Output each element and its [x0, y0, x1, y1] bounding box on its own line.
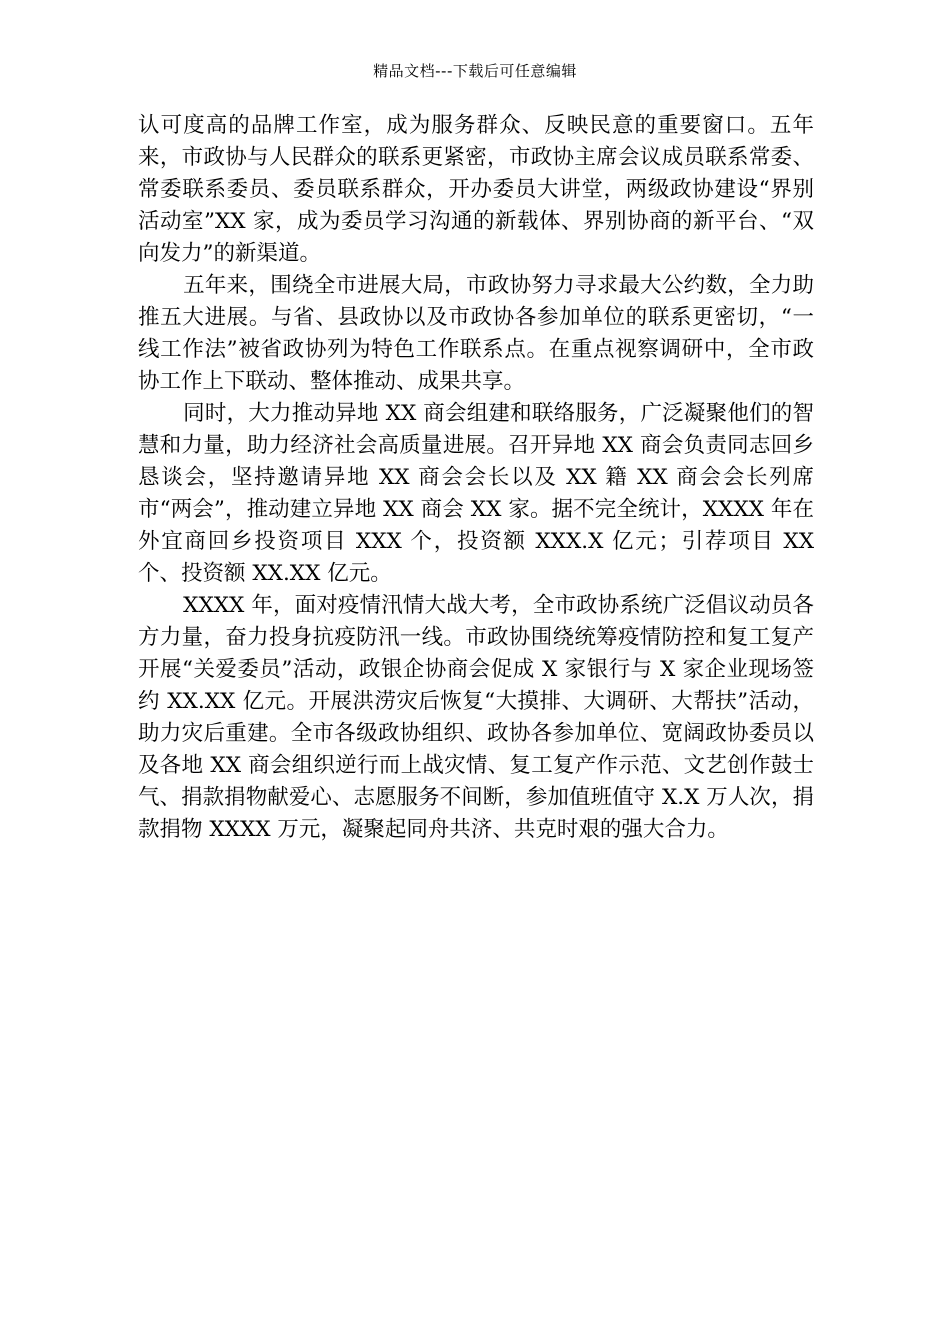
document-header-note: 精品文档---下载后可任意编辑: [373, 62, 577, 80]
paragraph: 认可度高的品牌工作室，成为服务群众、反映民意的重要窗口。五年来，市政协与人民群众的联系更紧密，市政协主席会议成员联系常委、常委联系委员、委员联系群众，开办委员大讲堂，两级政协建设“界别活动室”XX 家，成为委员学习沟通的新载体、界别协商的新平台、“双向发力”的新渠道。: [138, 113, 814, 266]
paragraph: XXXX 年，面对疫情汛情大战大考，全市政协系统广泛倡议动员各方力量，奋力投身抗疫防汛一线。市政协围绕统筹疫情防控和复工复产开展“关爱委员”活动，政银企协商会促成 X 家银行与 X 家企业现场签约 XX.XX 亿元。开展洪涝灾后恢复“大摸排、大调研、大帮扶”活动，助力灾后重建。全市各级政协组织、政协各参加单位、宽阔政协委员以及各地 XX 商会组织逆行而上战灾情、复工复产作示范、文艺创作鼓士气、捐款捐物献爱心、志愿服务不间断，参加值班值守 X.X 万人次，捐款捐物 XXXX 万元，凝聚起同舟共济、共克时艰的强大合力。: [138, 593, 814, 842]
paragraph: 同时，大力推动异地 XX 商会组建和联络服务，广泛凝聚他们的智慧和力量，助力经济社会高质量进展。召开异地 XX 商会负责同志回乡恳谈会，坚持邀请异地 XX 商会会长以及 XX 籍 XX 商会会长列席市“两会”，推动建立异地 XX 商会 XX 家。据不完全统计，XXXX 年在外宜商回乡投资项目 XXX 个，投资额 XXX.X 亿元；引荐项目 XX 个、投资额 XX.XX 亿元。: [138, 401, 814, 586]
document-body: [138, 110, 814, 846]
paragraph: 五年来，围绕全市进展大局，市政协努力寻求最大公约数，全力助推五大进展。与省、县政协以及市政协各参加单位的联系更密切，“一线工作法”被省政协列为特色工作联系点。在重点视察调研中，全市政协工作上下联动、整体推动、成果共享。: [138, 273, 814, 394]
